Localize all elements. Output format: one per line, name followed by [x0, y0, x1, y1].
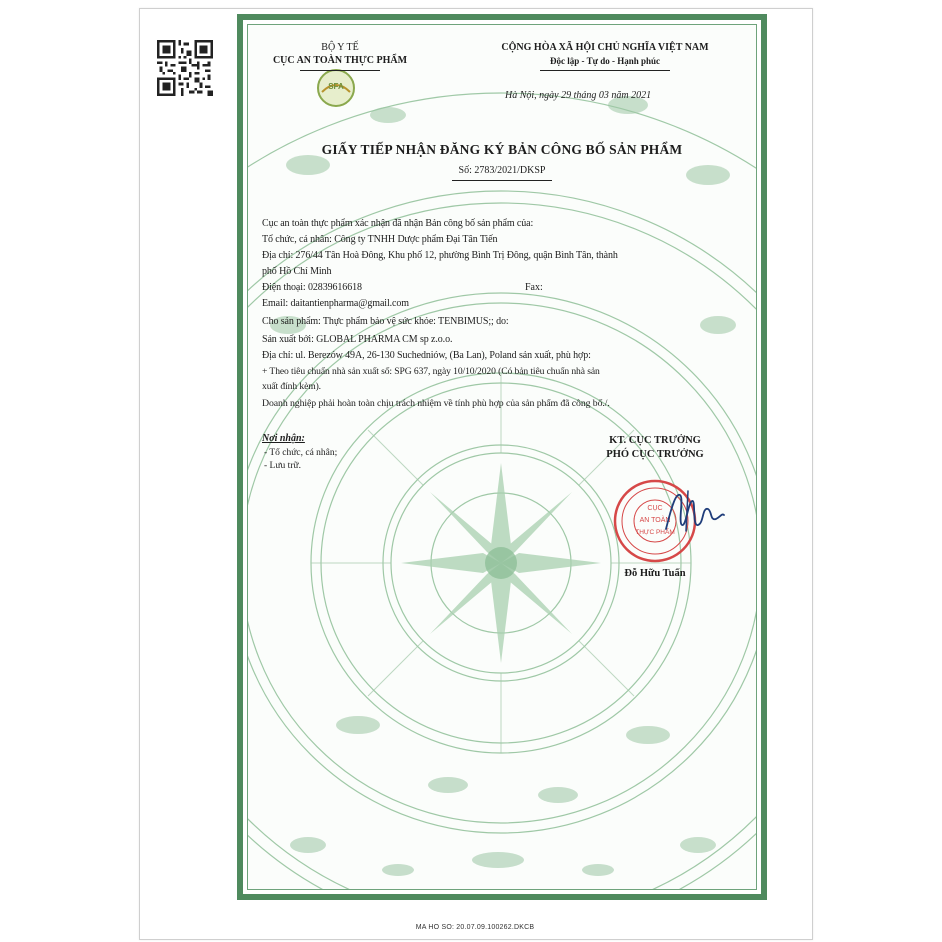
header-right-underline — [540, 70, 670, 71]
handwritten-signature — [658, 485, 730, 541]
body-intro: Cục an toàn thực phẩm xác nhận đã nhận Bản công bố sản phẩm của: — [262, 218, 534, 229]
ministry-name: BỘ Y TẾ — [321, 42, 359, 53]
agency-name: CỤC AN TOÀN THỰC PHẨM — [272, 55, 408, 66]
dossier-code: MA HO SO: 20.07.09.100262.DKCB — [415, 924, 535, 931]
signatory-title-1: KT. CỤC TRƯỞNG — [609, 435, 701, 446]
body-standard-1: + Theo tiêu chuẩn nhà sản xuất số: SPG 637, ngày 10/10/2020 (Có bản tiêu chuẩn nhà sản — [262, 366, 600, 377]
body-address-1: Địa chỉ: 276/44 Tân Hoà Đông, Khu phố 12, phường Bình Trị Đông, quận Bình Tân, thành — [262, 250, 618, 261]
signatory-title-2: PHÓ CỤC TRƯỞNG — [606, 449, 704, 460]
stamp-text-2: AN TOÀN — [639, 517, 671, 524]
logo-text: SFA — [328, 82, 344, 91]
header-left-underline — [300, 70, 380, 71]
body-email: Email: daitantienpharma@gmail.com — [262, 298, 409, 309]
signatory-name: Đỗ Hữu Tuấn — [624, 568, 686, 579]
body-fax: Fax: — [525, 282, 543, 293]
title-underline — [452, 180, 552, 181]
recipient-1: - Tổ chức, cá nhân; — [264, 448, 338, 458]
recipients-heading: Nơi nhận: — [262, 433, 305, 444]
registration-number: Số: 2783/2021/DKSP — [458, 165, 546, 176]
place-date: Hà Nội, ngày 29 tháng 03 năm 2021 — [505, 90, 652, 101]
body-phone: Điện thoại: 02839616618 — [262, 282, 362, 293]
body-standard-2: xuất đính kèm). — [262, 381, 321, 392]
body-manufacturer-address: Địa chỉ: ul. Berezów 49A, 26-130 Suchedniów, (Ba Lan), Poland sản xuất, phù hợp: — [262, 350, 591, 361]
body-responsibility: Doanh nghiệp phải hoàn toàn chịu trách nhiệm về tính phù hợp của sản phẩm đã công bố./. — [262, 398, 610, 409]
national-motto: Độc lập - Tự do - Hạnh phúc — [549, 56, 660, 66]
body-organization: Tổ chức, cá nhân: Công ty TNHH Dược phẩm Đại Tân Tiến — [262, 234, 498, 245]
body-address-2: phố Hồ Chí Minh — [262, 266, 332, 277]
nation-name: CỘNG HÒA XÃ HỘI CHỦ NGHĨA VIỆT NAM — [501, 42, 709, 53]
document-title: GIẤY TIẾP NHẬN ĐĂNG KÝ BẢN CÔNG BỐ SẢN PHẨM — [321, 142, 683, 157]
recipient-2: - Lưu trữ. — [264, 461, 301, 471]
stamp-text-1: CỤC — [647, 505, 663, 512]
body-product: Cho sản phẩm: Thực phẩm bảo vệ sức khỏe: TENBIMUS;; do: — [262, 316, 509, 327]
qr-code — [157, 40, 213, 96]
body-manufacturer: Sản xuất bởi: GLOBAL PHARMA CM sp z.o.o. — [262, 334, 453, 345]
stamp-text-3: THỰC PHẨM — [635, 529, 675, 536]
